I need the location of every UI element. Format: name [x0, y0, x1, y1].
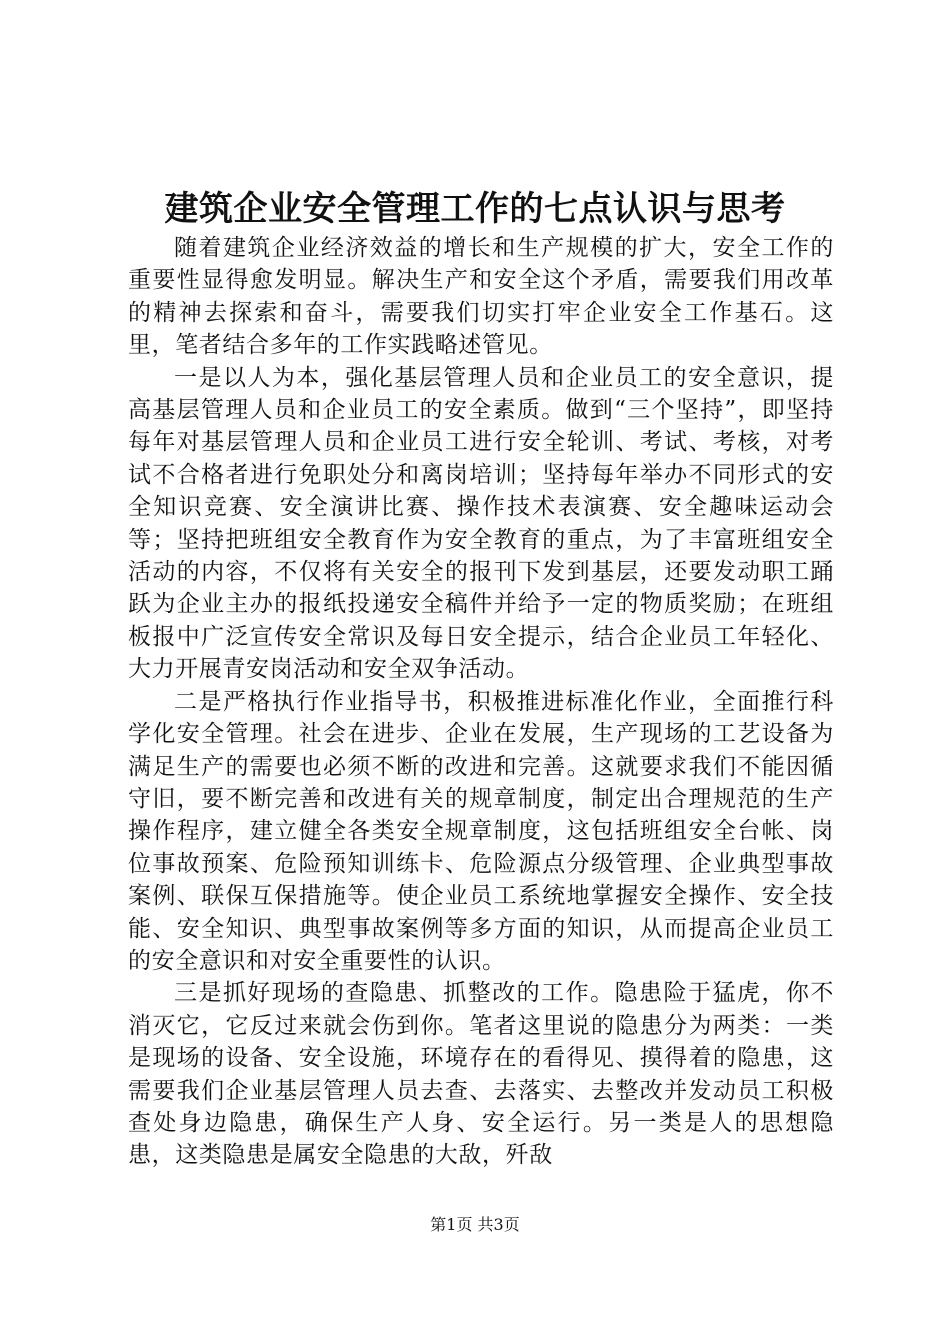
paragraph-intro: 随着建筑企业经济效益的增长和生产规模的扩大，安全工作的重要性显得愈发明显。解决生产和安全这个矛盾，需要我们用改革的精神去探索和奋斗，需要我们切实打牢企业安全工作基石。这里，笔者结合多年的工作实践略述管见。 [128, 235, 834, 359]
document-title: 建筑企业安全管理工作的七点认识与思考 [164, 189, 786, 229]
document-body [128, 232, 834, 1172]
paragraph-point-three: 三是抓好现场的查隐患、抓整改的工作。隐患险于猛虎，你不消灭它，它反过来就会伤到你。笔者这里说的隐患分为两类：一类是现场的设备、安全设施，环境存在的看得见、摸得着的隐患，这需要我们企业基层管理人员去查、去落实、去整改并发动员工积极查处身边隐患，确保生产人身、安全运行。另一类是人的思想隐患，这类隐患是属安全隐患的大敌，歼敌 [128, 980, 834, 1169]
paragraph-point-two: 二是严格执行作业指导书，积极推进标准化作业，全面推行科学化安全管理。社会在进步、企业在发展，生产现场的工艺设备为满足生产的需要也必须不断的改进和完善。这就要求我们不能因循守旧，要不断完善和改进有关的规章制度，制定出合理规范的生产操作程序，建立健全各类安全规章制度，这包括班组安全台帐、岗位事故预案、危险预知训练卡、危险源点分级管理、企业典型事故案例、联保互保措施等。使企业员工系统地掌握安全操作、安全技能、安全知识、典型事故案例等多方面的知识，从而提高企业员工的安全意识和对安全重要性的认识。 [128, 688, 834, 974]
page-footer: 第1页 共3页 [430, 1215, 520, 1234]
paragraph-point-one: 一是以人为本，强化基层管理人员和企业员工的安全意识，提高基层管理人员和企业员工的安全素质。做到“三个坚持”，即坚持每年对基层管理人员和企业员工进行安全轮训、考试、考核，对考试不合格者进行免职处分和离岗培训；坚持每年举办不同形式的安全知识竞赛、安全演讲比赛、操作技术表演赛、安全趣味运动会等；坚持把班组安全教育作为安全教育的重点，为了丰富班组安全活动的内容，不仅将有关安全的报刊下发到基层，还要发动职工踊跃为企业主办的报纸投递安全稿件并给予一定的物质奖励；在班组板报中广泛宣传安全常识及每日安全提示，结合企业员工年轻化、大力开展青安岗活动和安全双争活动。 [128, 364, 834, 683]
